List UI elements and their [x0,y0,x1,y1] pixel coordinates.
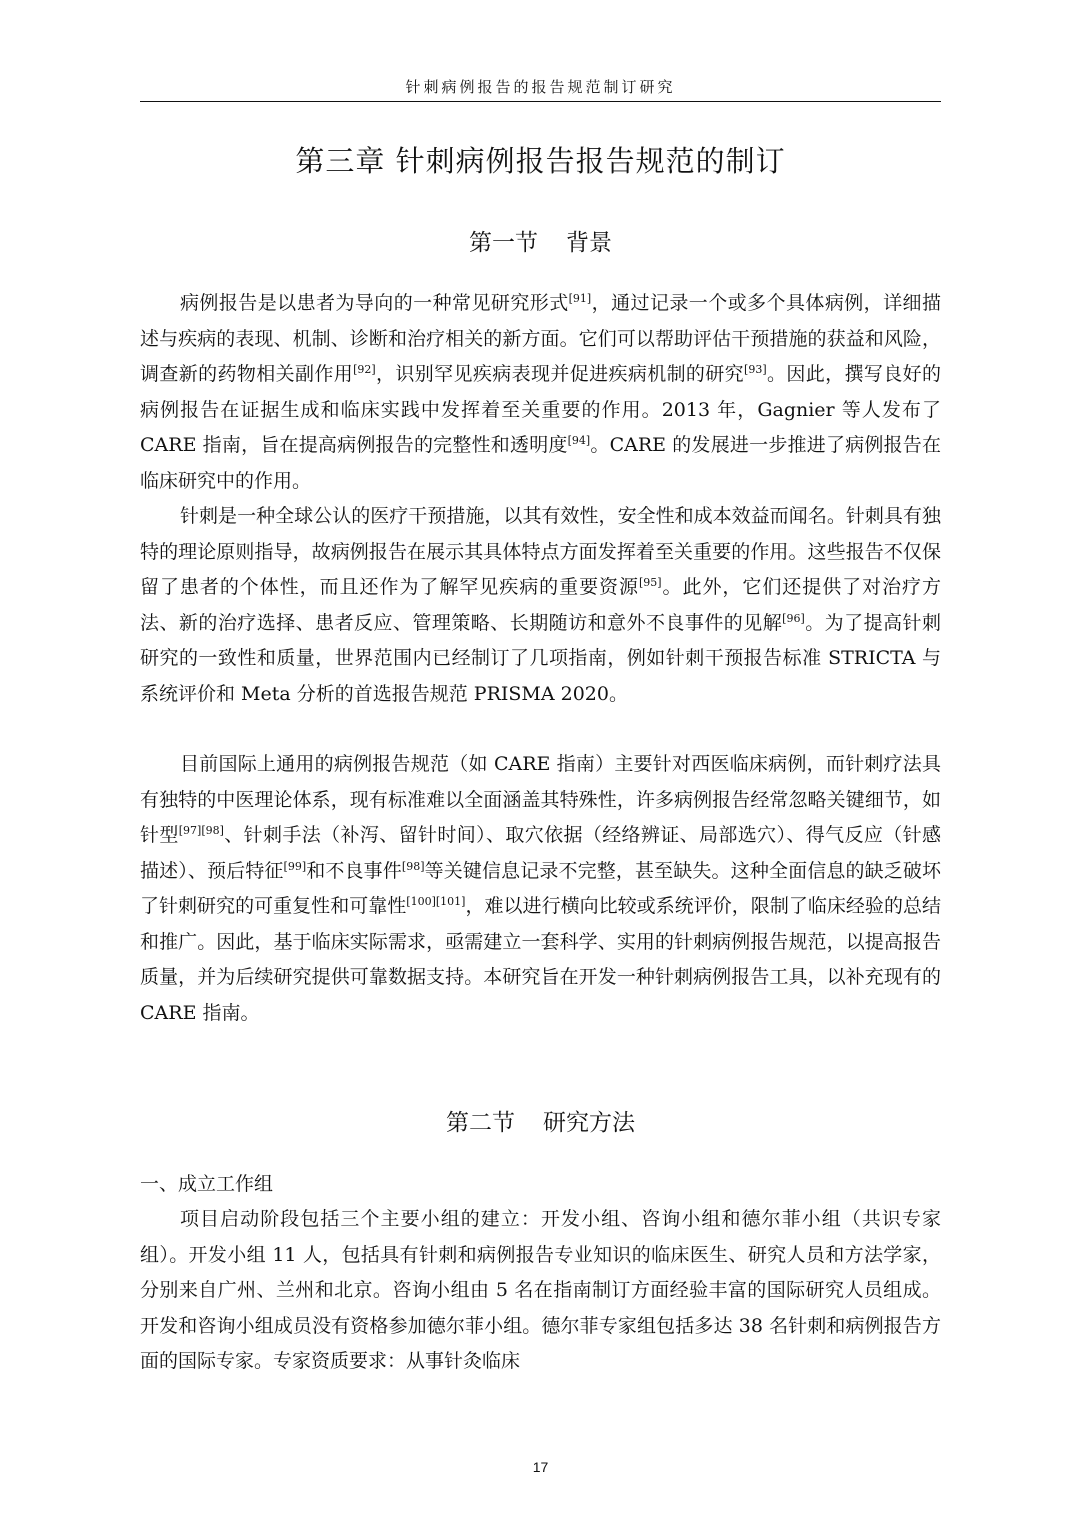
text-run: 针刺是一种全球公认的医疗干预措施，以其有效性，安全性和成本效益而闻名。针刺具有独特的理论原则指导，故病例报告在展示其具体特点方面发挥着至关重要的作用。这些报告不仅保留了患者的个体性，而且还作为了解罕见疾病的重要资源 [140,505,941,598]
section-1-number: 第一节 [469,230,538,256]
text-run: 、针刺手法（补泻、留针时间）、取穴依据（经络辨证、局部选穴）、得气反应（针感描述）、预后特征 [140,824,941,882]
subsection-heading: 一、成立工作组 [140,1173,274,1195]
text-run: ，通过记录一个或多个具体病例，详细描述与疾病的表现、机制、诊断和治疗相关的新方面。它们可以帮助评估干预措施的获益和风险，调查新的药物相关副作用 [140,292,941,385]
citation: [94] [567,434,591,447]
section-2-title: 研究方法 [543,1110,635,1136]
citation: [99] [283,859,307,873]
citation: [92] [353,363,376,376]
citation: [93] [744,363,767,376]
running-header: 针刺病例报告的报告规范制订研究 [405,78,676,96]
chapter-title: 第三章 针刺病例报告报告规范的制订 [295,144,786,178]
citation: [97][98] [178,824,224,837]
text-run: 目前国际上通用的病例报告规范（如 CARE 指南）主要针对西医临床病例，而针刺疗法具有独特的中医理论体系，现有标准难以全面涵盖其特殊性，许多病例报告经常忽略关键细节，如针型 [140,753,941,846]
page-number: 17 [532,1459,549,1475]
section-1-paragraph-2 [140,499,941,712]
text-run: 和不良事件 [306,859,402,882]
citation: [98] [401,859,425,873]
citation: [100][101] [406,895,466,908]
header-rule [140,101,941,102]
text-run: 。为了提高针刺研究的一致性和质量，世界范围内已经制订了几项指南，例如针刺干预报告标准 STRICTA 与系统评价和 Meta 分析的首选报告规范 PRISMA 2020。 [140,611,941,705]
section-1-paragraph-1 [140,286,941,499]
section-1-paragraph-3 [140,747,941,1031]
section-2-paragraph-1: 项目启动阶段包括三个主要小组的建立：开发小组、咨询小组和德尔菲小组（共识专家组）。开发小组 11 人，包括具有针刺和病例报告专业知识的临床医生、研究人员和方法学家，分别来自广州、兰州和北京。咨询小组由 5 名在指南制订方面经验丰富的国际研究人员组成。开发和咨询小组成员没有资格参加德尔菲小组。德尔菲专家组包括多达 38 名针刺和病例报告方面的国际专家。专家资质要求：从事针灸临床 [140,1208,941,1372]
citation: [91] [568,292,592,305]
citation: [95] [638,576,662,589]
text-run: 。因此，撰写良好的病例报告在证据生成和临床实践中发挥着至关重要的作用。2013 年，Gagnier 等人发布了 CARE 指南，旨在提高病例报告的完整性和透明度 [140,363,941,456]
text-run: 。此外，它们还提供了对治疗方法、新的治疗选择、患者反应、管理策略、长期随访和意外不良事件的见解 [140,576,941,634]
text-run: 。CARE 的发展进一步推进了病例报告在临床研究中的作用。 [140,434,941,492]
text-run: 病例报告是以患者为导向的一种常见研究形式 [180,292,569,314]
text-run: ，难以进行横向比较或系统评价，限制了临床经验的总结和推广。因此，基于临床实际需求，亟需建立一套科学、实用的针刺病例报告规范，以提高报告质量，并为后续研究提供可靠数据支持。本研究旨在开发一种针刺病例报告工具，以补充现有的 CARE 指南。 [140,895,941,1024]
section-1-title: 背景 [566,230,612,256]
text-run: ，识别罕见疾病表现并促进疾病机制的研究 [375,363,745,385]
text-run: 等关键信息记录不完整，甚至缺失。这种全面信息的缺乏破坏了针刺研究的可重复性和可靠性 [140,859,941,917]
section-2-heading [140,1104,941,1137]
section-1-heading [140,224,941,257]
citation: [96] [782,611,805,625]
section-2-number: 第二节 [446,1110,515,1136]
